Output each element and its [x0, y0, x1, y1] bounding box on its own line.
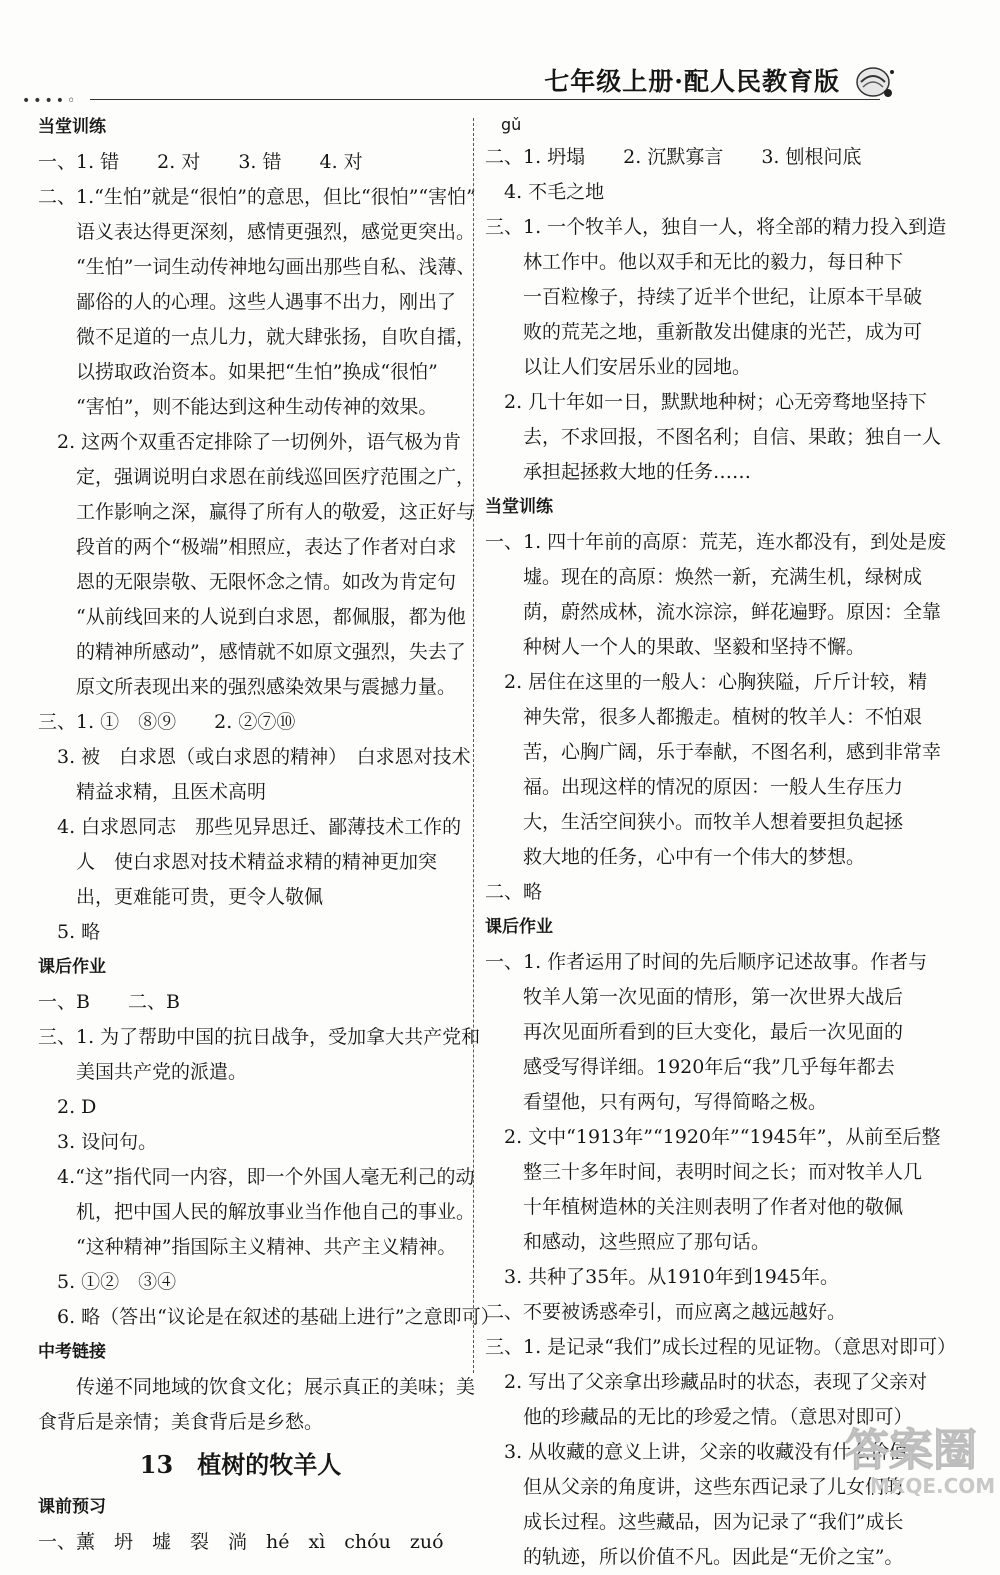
header-title: 七年级上册·配人民教育版 [544, 67, 840, 96]
left-answer-line: 食背后是亲情；美食背后是乡愁。 [38, 1411, 324, 1433]
right-answer-line: 福。出现这样的情况的原因：一般人生存压力 [485, 776, 904, 798]
right-answer-line: 大，生活空间狭小。而牧羊人想着要担负起拯 [485, 811, 904, 833]
right-answer-line: 种树人一个人的果敢、坚毅和坚持不懈。 [485, 636, 866, 658]
right-answer-line: 感受写得详细。1920年后“我”几乎每年都去 [485, 1056, 895, 1078]
left-answer-line: 2. 这两个双重否定排除了一切例外，语气极为肯 [38, 431, 462, 453]
right-pinyin-line: gǔ [485, 115, 522, 134]
right-answer-line: 救大地的任务，心中有一个伟大的梦想。 [485, 846, 866, 868]
left-answer-line: 以捞取政治资本。如果把“生怕”换成“很怕” [38, 361, 438, 383]
watermark-logo [810, 1400, 1000, 1503]
left-answer-line: 美国共产党的派遣。 [38, 1061, 248, 1083]
left-answer-line: 3. 设问句。 [38, 1131, 158, 1153]
right-answer-line: 墟。现在的高原：焕然一新，充满生机，绿树成 [485, 566, 923, 588]
svg-text:MXQE.COM: MXQE.COM [870, 1474, 996, 1498]
left-answer-line: 一、B 二、B [38, 991, 180, 1013]
right-answer-line: 一、1. 作者运用了时间的先后顺序记述故事。作者与 [485, 951, 928, 973]
left-answer-line: 4. 白求恩同志 那些见异思迁、鄙薄技术工作的 [38, 816, 462, 838]
right-answer-line: 十年植树造林的关注则表明了作者对他的敬佩 [485, 1196, 904, 1218]
right-answer-line: 承担起拯救大地的任务…… [485, 461, 752, 483]
left-answer-line: 6. 略（答出“议论是在叙述的基础上进行”之意即可） [38, 1306, 500, 1328]
left-section-heading: 课前预习 [38, 1497, 106, 1517]
left-answer-line: 出，更难能可贵，更令人敬佩 [38, 886, 324, 908]
left-answer-line: 三、1. ① ⑧⑨ 2. ②⑦⑩ [38, 711, 296, 733]
right-answer-line: 二、不要被诱惑牵引，而应离之越远越好。 [485, 1301, 847, 1323]
left-answer-line: 原文所表现出来的强烈感染效果与震撼力量。 [38, 676, 457, 698]
right-answer-line: 神失常，很多人都搬走。植树的牧羊人：不怕艰 [485, 706, 923, 728]
left-answer-line: 恩的无限崇敬、无限怀念之情。如改为肯定句 [38, 571, 457, 593]
right-answer-line: 看望他，只有两句，写得简略之极。 [485, 1091, 828, 1113]
right-answer-line: 的轨迹，所以价值不凡。因此是“无价之宝”。 [485, 1546, 904, 1568]
right-answer-line: 再次见面所看到的巨大变化，最后一次见面的 [485, 1021, 904, 1043]
right-answer-line: 3. 从收藏的意义上讲，父亲的收藏没有什么价值， [485, 1441, 928, 1463]
left-answer-line: 定，强调说明白求恩在前线巡回医疗范围之广， [38, 466, 476, 488]
left-answer-line: 一、薰 坍 墟 裂 淌 hé xì chóu zuó [38, 1531, 444, 1553]
right-answer-line: 但从父亲的角度讲，这些东西记录了儿女们的 [485, 1476, 904, 1498]
left-answer-line: 工作影响之深，赢得了所有人的敬爱，这正好与 [38, 501, 476, 523]
right-answer-line: 败的荒芜之地，重新散发出健康的光芒，成为可 [485, 321, 923, 343]
right-answer-line: 2. 几十年如一日，默默地种树；心无旁骛地坚持下 [485, 391, 928, 413]
right-answer-line: 林工作中。他以双手和无比的毅力，每日种下 [485, 251, 904, 273]
left-section-heading: 中考链接 [38, 1342, 106, 1362]
header-decor-dots: ••••◦ [22, 93, 79, 109]
right-answer-line: 他的珍藏品的无比的珍爱之情。（意思对即可） [485, 1406, 913, 1428]
left-answer-line: 语义表达得更深刻，感情更强烈，感觉更突出。 [38, 221, 476, 243]
right-answer-line: 2. 文中“1913年”“1920年”“1945年”，从前至后整 [485, 1126, 941, 1148]
right-answer-line: 一、1. 四十年前的高原：荒芜，连水都没有，到处是废 [485, 531, 947, 553]
left-answer-line: 5. 略 [38, 921, 101, 943]
right-section-heading: 课后作业 [485, 917, 553, 937]
left-answer-line: 2. D [38, 1096, 97, 1118]
left-answer-line: “从前线回来的人说到白求恩，都佩服，都为他 [38, 606, 466, 628]
left-answer-line: 传递不同地域的饮食文化；展示真正的美味；美 [38, 1376, 476, 1398]
left-section-heading: 课后作业 [38, 957, 106, 977]
left-answer-line: 三、1. 为了帮助中国的抗日战争，受加拿大共产党和 [38, 1026, 481, 1048]
left-answer-line: 5. ①② ③④ [38, 1271, 177, 1293]
right-answer-line: 4. 不毛之地 [485, 181, 605, 203]
column-divider [473, 118, 474, 1373]
left-answer-column [38, 110, 500, 1560]
right-answer-line: 2. 居住在这里的一般人：心胸狭隘，斤斤计较，精 [485, 671, 928, 693]
right-answer-line: 牧羊人第一次见面的情形，第一次世界大战后 [485, 986, 904, 1008]
right-answer-line: 去，不求回报，不图名利；自信、果敢；独自一人 [485, 426, 942, 448]
left-answer-line: 一、1. 错 2. 对 3. 错 4. 对 [38, 151, 363, 173]
page-header [0, 0, 1000, 109]
left-answer-line: 精益求精，且医术高明 [38, 781, 267, 803]
left-answer-line: 4.“这”指代同一内容，即一个外国人毫无利己的动 [38, 1166, 475, 1188]
right-answer-line: 以让人们安居乐业的园地。 [485, 356, 752, 378]
left-answer-line: 鄙俗的人的心理。这些人遇事不出力，刚出了 [38, 291, 457, 313]
right-answer-line: 一百粒橡子，持续了近半个世纪，让原本干旱破 [485, 286, 923, 308]
left-answer-line: 段首的两个“极端”相照应，表达了作者对白求 [38, 536, 457, 558]
right-answer-line: 苦，心胸广阔，乐于奉献，不图名利，感到非常幸 [485, 741, 942, 763]
left-lesson-title: 13 植树的牧羊人 [139, 1450, 342, 1479]
left-answer-line: 的精神所感动”，感情就不如原文强烈，失去了 [38, 641, 466, 663]
right-answer-line: 和感动，这些照应了那句话。 [485, 1231, 771, 1253]
left-section-heading: 当堂训练 [38, 117, 106, 137]
right-answer-line: 二、略 [485, 881, 543, 903]
right-answer-line: 3. 共种了35年。从1910年到1945年。 [485, 1266, 840, 1288]
right-answer-line: 三、1. 一个牧羊人，独自一人，将全部的精力投入到造 [485, 216, 947, 238]
right-answer-line: 荫，蔚然成林，流水淙淙，鲜花遍野。原因：全靠 [485, 601, 942, 623]
left-answer-line: “生怕”一词生动传神地勾画出那些自私、浅薄、 [38, 256, 476, 278]
right-section-heading: 当堂训练 [485, 497, 553, 517]
right-answer-line: 二、1. 坍塌 2. 沉默寡言 3. 刨根问底 [485, 146, 862, 168]
left-answer-line: 3. 被 白求恩（或白求恩的精神） 白求恩对技术 [38, 746, 471, 768]
right-answer-line: 整三十多年时间，表明时间之长；而对牧羊人几 [485, 1161, 923, 1183]
left-answer-line: 机，把中国人民的解放事业当作他自己的事业。 [38, 1201, 476, 1223]
left-answer-line: 人 使白求恩对技术精益求精的精神更加突 [38, 851, 438, 873]
svg-text:答案圈: 答案圈 [845, 1425, 977, 1476]
left-answer-line: 二、1.“生怕”就是“很怕”的意思，但比“很怕”“害怕” [38, 186, 476, 208]
header-rule [90, 99, 880, 100]
left-answer-line: “这种精神”指国际主义精神、共产主义精神。 [38, 1236, 457, 1258]
right-answer-line: 2. 写出了父亲拿出珍藏品时的状态，表现了父亲对 [485, 1371, 928, 1393]
left-answer-line: 微不足道的一点儿力，就大肆张扬，自吹自擂， [38, 326, 476, 348]
book-logo-icon [855, 60, 895, 100]
right-answer-column [485, 110, 970, 1575]
right-answer-line: 三、1. 是记录“我们”成长过程的见证物。（意思对即可） [485, 1336, 957, 1358]
left-answer-line: “害怕”，则不能达到这种生动传神的效果。 [38, 396, 438, 418]
right-answer-line: 成长过程。这些藏品，因为记录了“我们”成长 [485, 1511, 904, 1533]
